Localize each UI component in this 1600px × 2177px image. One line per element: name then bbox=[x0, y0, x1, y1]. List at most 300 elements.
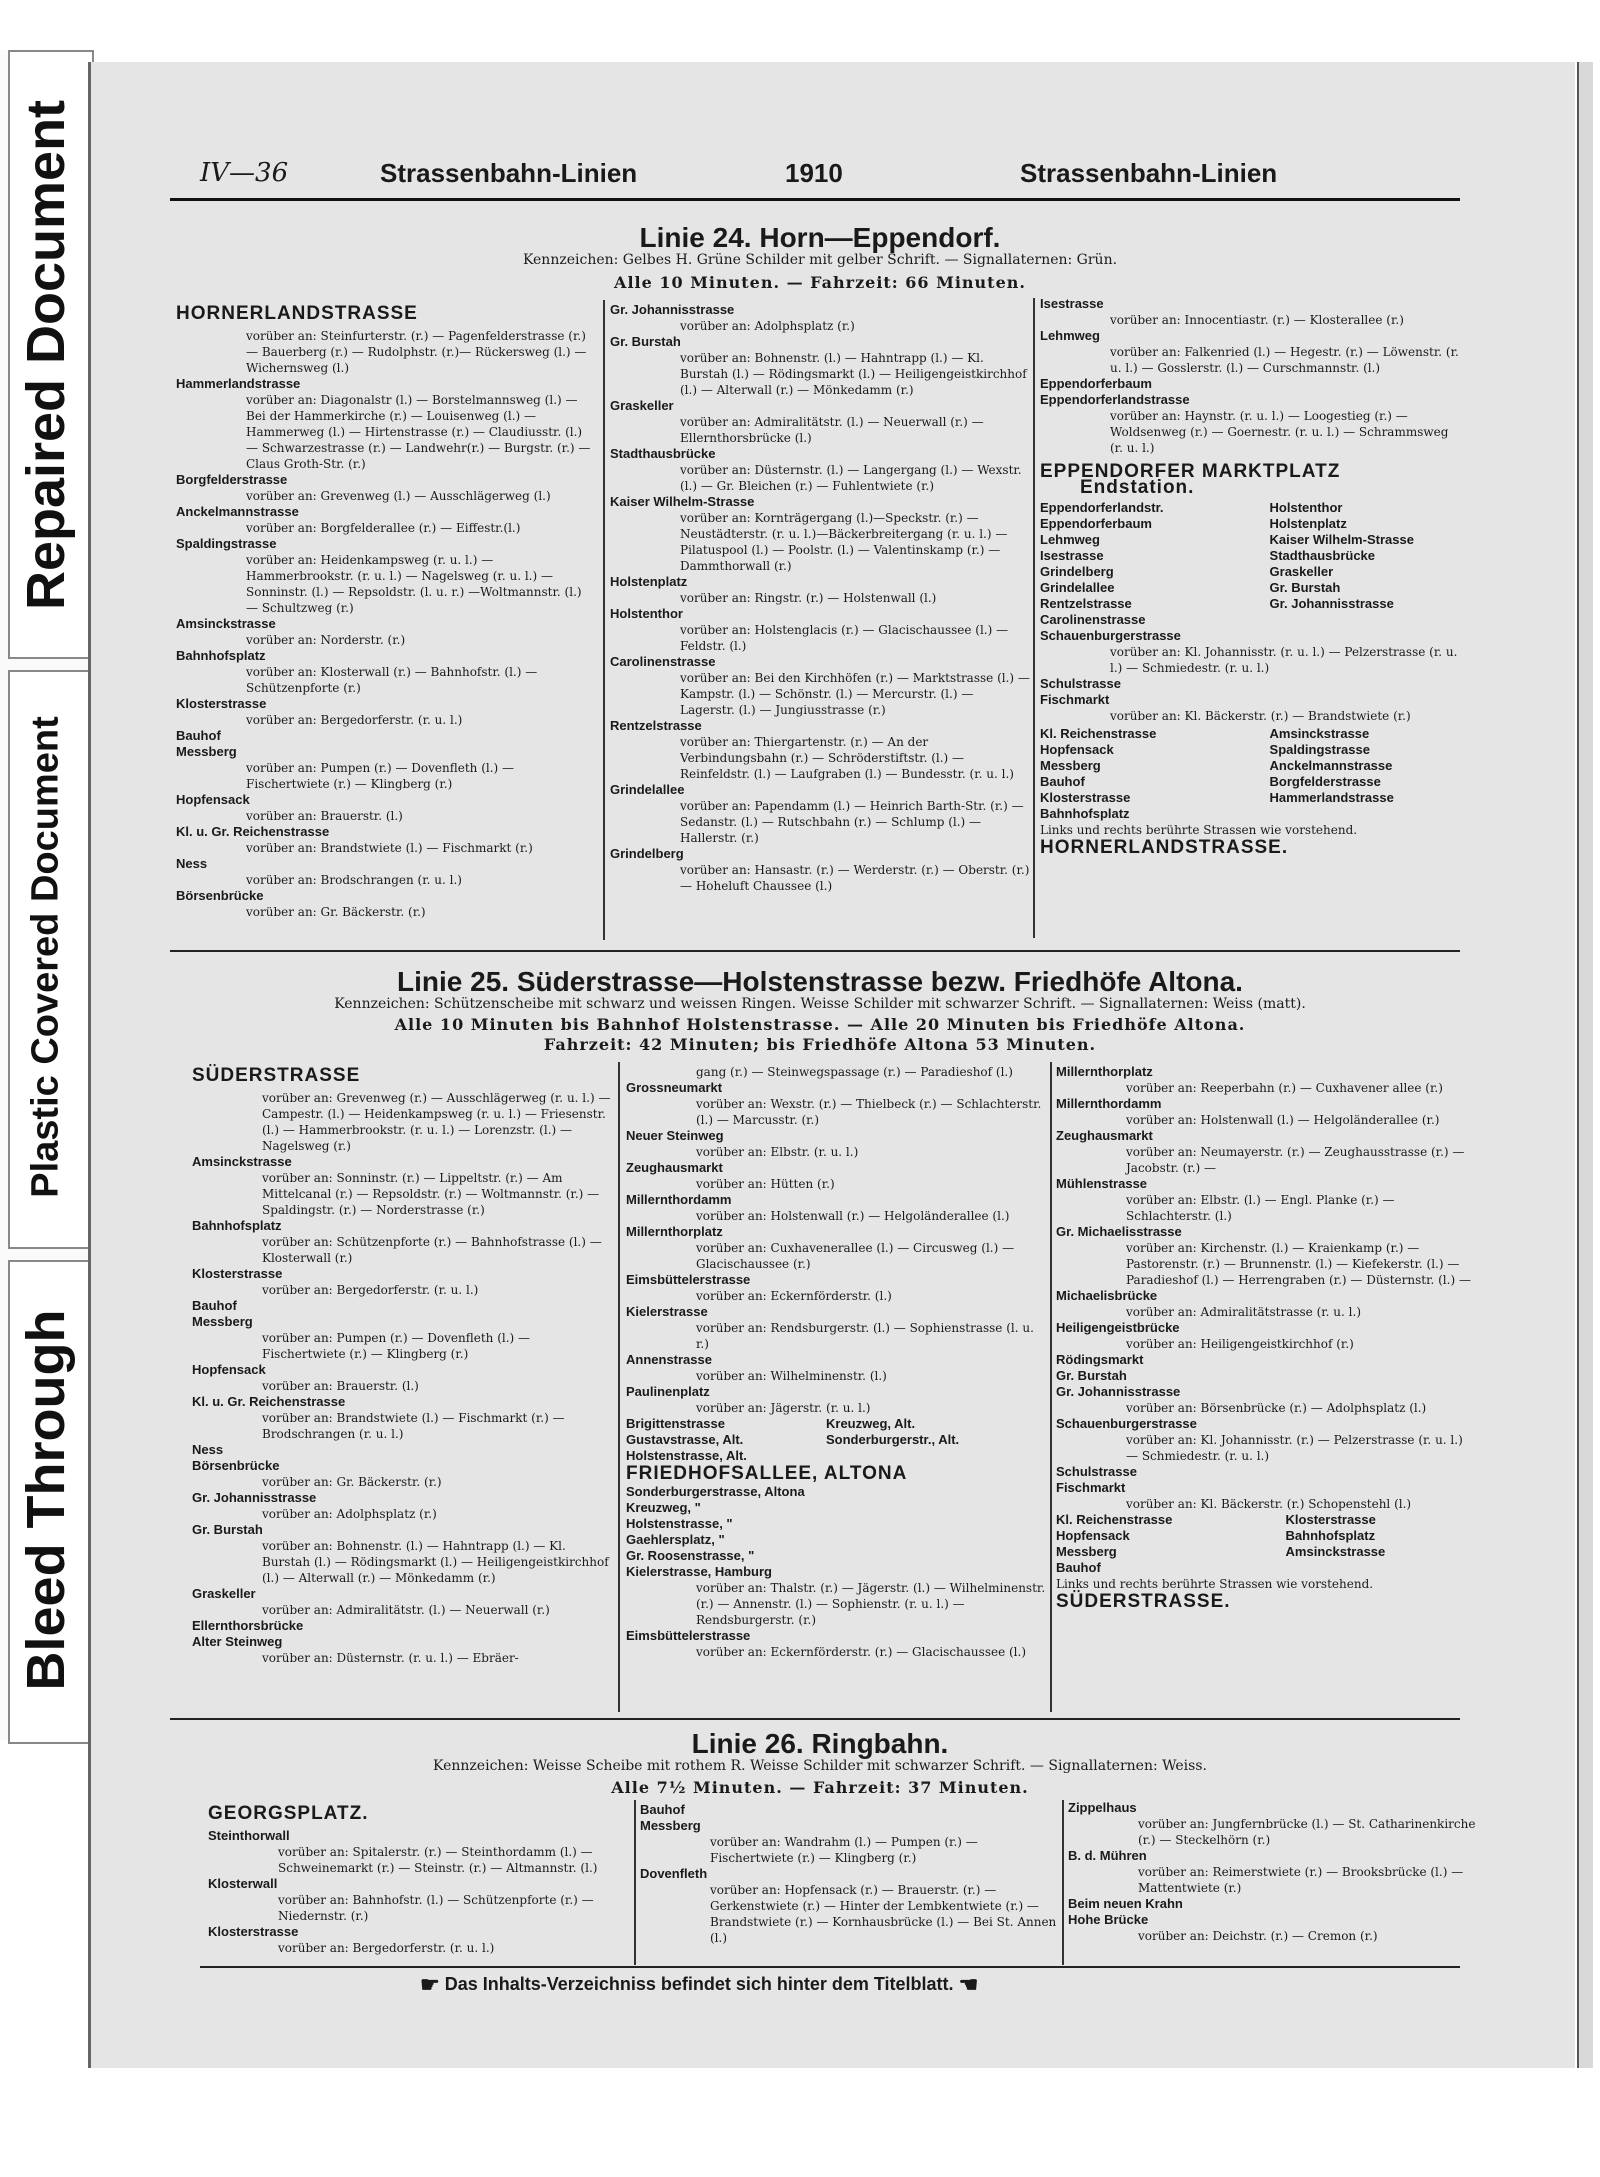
stop-name: Neuer Steinweg bbox=[626, 1128, 724, 1143]
stop-name: Zippelhaus bbox=[1068, 1800, 1137, 1815]
stop-entry bbox=[192, 1362, 612, 1394]
stop-via-streets: vorüber an: Schützenpforte (r.) — Bahnhofstrasse (l.) — Klosterwall (r.) bbox=[262, 1235, 602, 1265]
stop-via-streets: vorüber an: Falkenried (l.) — Hegestr. (r.) — Löwenstr. (r. u. l.) — Gosslerstr. (l.) — Curschmannstr. (l.) bbox=[1110, 345, 1459, 375]
stop-via-streets: vorüber an: Hopfensack (r.) — Brauerstr. (r.) — Gerkenstwiete (r.) — Hinter der Lembkentwiete (r.) — Brandstwiete (r.) — Kornhausbrücke (l.) — Bei St. Annen (l.) bbox=[710, 1883, 1057, 1945]
linie25-return-grid bbox=[1056, 1512, 1476, 1576]
stop-entry bbox=[176, 472, 596, 504]
linie24-final: HORNERLANDSTRASSE. bbox=[1040, 837, 1289, 858]
overlay-sidebar bbox=[0, 50, 92, 1740]
stop-name: Holstenstrasse, " bbox=[626, 1516, 733, 1531]
linie25-col2-list bbox=[626, 1064, 1046, 1416]
stop-entry bbox=[1056, 1384, 1476, 1416]
header-year: 1910 bbox=[785, 158, 843, 188]
linie25-note: Links und rechts berührte Strassen wie vorstehend. bbox=[1056, 1577, 1374, 1591]
stop-entry bbox=[1040, 296, 1460, 328]
stop-via-streets: vorüber an: Thiergartenstr. (r.) — An der Verbindungsbahn (r.) — Schröderstiftstr. (l.) — Reinfeldstr. (l.) — Laufgraben (l.) — Bundesstr. (r. u. l.) bbox=[680, 735, 1014, 781]
linie25-col2-end bbox=[626, 1564, 1046, 1660]
stop-pair-row bbox=[626, 1416, 1046, 1432]
stop-via-streets: vorüber an: Düsternstr. (l.) — Langergang (l.) — Wexstr. (l.) — Gr. Bleichen (r.) — Fuhlentwiete (r.) bbox=[680, 463, 1022, 493]
stop-entry bbox=[626, 1628, 1046, 1660]
stop-entry bbox=[626, 1384, 1046, 1416]
linie26-col2 bbox=[640, 1802, 1060, 1946]
stop-name: Michaelisbrücke bbox=[1056, 1288, 1158, 1303]
linie24-return2-left bbox=[1040, 726, 1250, 822]
stop-name: Gr. Burstah bbox=[1056, 1368, 1127, 1383]
stop-entry bbox=[1056, 1320, 1476, 1352]
column-divider bbox=[618, 1062, 620, 1712]
linie24-start: HORNERLANDSTRASSE bbox=[176, 303, 418, 324]
stop-name: Bahnhofsplatz bbox=[1040, 806, 1130, 821]
label-bleed: Bleed Through bbox=[16, 1309, 76, 1691]
stop-via-streets: vorüber an: Neumayerstr. (r.) — Zeughausstrasse (r.) — Jacobstr. (r.) — bbox=[1126, 1145, 1465, 1175]
stop-via-streets: vorüber an: Sonninstr. (r.) — Lippeltstr. (r.) — Am Mittelcanal (r.) — Repsoldstr. (r.) — Woltmannstr. (r.) — Spaldingstr. (r.) — Norderstrasse (r.) bbox=[262, 1171, 600, 1217]
linie24-return-grid bbox=[1040, 500, 1460, 628]
linie26-takt: Alle 7½ Minuten. — Fahrzeit: 37 Minuten. bbox=[611, 1778, 1029, 1797]
stop-via-streets: vorüber an: Diagonalstr (l.) — Borstelmannsweg (l.) — Bei der Hammerkirche (r.) — Louisenweg (l.) — Hammerweg (l.) — Hirtenstrasse (r.) — Claudiusstr. (l.) — Schwarzestrasse (r.) — Landwehr(r.) — Burgstr. (r.) — Claus Groth-Str. (r.) bbox=[246, 393, 591, 471]
stop-name: Klosterstrasse bbox=[208, 1924, 299, 1939]
stop-entry bbox=[626, 1352, 1046, 1384]
stop-entry bbox=[640, 1866, 1060, 1946]
stop-via-streets: vorüber an: Bergedorferstr. (r. u. l.) bbox=[278, 1941, 495, 1955]
stop-via-streets: vorüber an: Gr. Bäckerstr. (r.) bbox=[262, 1475, 442, 1489]
stop-via-streets: vorüber an: Ringstr. (r.) — Holstenwall (l.) bbox=[680, 591, 937, 605]
stop-name: Schulstrasse bbox=[1040, 676, 1121, 691]
stop-entry bbox=[176, 792, 596, 824]
linie24-col3-list bbox=[1040, 296, 1460, 456]
stop-name: Borgfelderstrasse bbox=[176, 472, 288, 487]
linie24-return-grid2 bbox=[1040, 726, 1460, 822]
page-number: IV—36 bbox=[200, 158, 289, 188]
linie24-kennzeichen: Kennzeichen: Gelbes H. Grüne Schilder mit gelber Schrift. — Signallaternen: Grün. bbox=[522, 252, 1118, 268]
stop-name: Schauenburgerstrasse bbox=[1040, 628, 1181, 643]
stop-name: Schulstrasse bbox=[1056, 1464, 1137, 1479]
stop-name: Klosterstrasse bbox=[192, 1266, 283, 1281]
stop-name: Bauhof bbox=[640, 1802, 685, 1817]
stop-name: Eimsbüttelerstrasse bbox=[626, 1272, 751, 1287]
stop-via-streets: vorüber an: Bohnenstr. (l.) — Hahntrapp (l.) — Kl. Burstah (l.) — Rödingsmarkt (l.) — Heiligengeistkirchhof (l.) — Alterwall (r.) — Mönkedamm (r.) bbox=[262, 1539, 609, 1585]
stop-entry bbox=[610, 574, 1030, 606]
stop-name: Spaldingstrasse bbox=[1269, 742, 1370, 757]
stop-via-streets: vorüber an: Admiralitätstr. (l.) — Neuerwall (r.) — Ellernthorsbrücke (l.) bbox=[680, 415, 984, 445]
stop-via-streets: gang (r.) — Steinwegspassage (r.) — Paradieshof (l.) bbox=[696, 1065, 1013, 1079]
stop-name: Bahnhofsplatz bbox=[176, 648, 266, 663]
stop-name: Stadthausbrücke bbox=[1269, 548, 1376, 563]
stop-name: Messberg bbox=[176, 744, 237, 759]
stop-entry bbox=[192, 1522, 612, 1586]
stop-via-streets: vorüber an: Wandrahm (l.) — Pumpen (r.) — Fischertwiete (r.) — Klingberg (r.) bbox=[710, 1835, 978, 1865]
stop-entry bbox=[192, 1394, 612, 1442]
stop-name: Kl. u. Gr. Reichenstrasse bbox=[176, 824, 330, 839]
stop-name: Grindelallee bbox=[610, 782, 685, 797]
stop-entry bbox=[1040, 376, 1460, 392]
stop-name: Graskeller bbox=[1269, 564, 1334, 579]
linie25-pairs bbox=[626, 1416, 1046, 1464]
linie24-col2-list bbox=[610, 302, 1030, 894]
stop-via-streets: vorüber an: Steinfurterstr. (r.) — Pagenfelderstrasse (r.) — Bauerberg (r.) — Rudolphstr. (r.)— Rückersweg (l.) — Wichernsweg (l.) bbox=[246, 329, 587, 375]
stop-name: Kaiser Wilhelm-Strasse bbox=[610, 494, 755, 509]
stop-entry bbox=[1040, 676, 1460, 692]
stop-via-streets: vorüber an: Haynstr. (r. u. l.) — Loogestieg (r.) — Woldsenweg (r.) — Goernestr. (r. u. l.) — Schrammsweg (r. u. l.) bbox=[1110, 409, 1449, 455]
header-right-title: Strassenbahn-Linien bbox=[1020, 158, 1278, 188]
stop-name: Schauenburgerstrasse bbox=[1056, 1416, 1197, 1431]
stop-entry bbox=[1040, 692, 1460, 724]
stop-via-streets: vorüber an: Bahnhofstr. (l.) — Schützenpforte (r.) — Niedernstr. (r.) bbox=[278, 1893, 594, 1923]
stop-name: Carolinenstrasse bbox=[1040, 612, 1146, 627]
stop-name: Spaldingstrasse bbox=[176, 536, 277, 551]
stop-entry bbox=[610, 782, 1030, 846]
stop-name: Grossneumarkt bbox=[626, 1080, 723, 1095]
stop-name: Kl. u. Gr. Reichenstrasse bbox=[192, 1394, 346, 1409]
stop-name: Millernthordamm bbox=[626, 1192, 732, 1207]
stop-entry bbox=[1040, 628, 1460, 676]
linie24-endstation: Endstation. bbox=[1080, 477, 1195, 498]
section-rule bbox=[200, 1966, 1460, 1968]
stop-via-streets: vorüber an: Papendamm (l.) — Heinrich Barth-Str. (r.) — Sedanstr. (l.) — Rutschbahn (r.) — Schlump (l.) — Hallerstr. (r.) bbox=[680, 799, 1024, 845]
stop-name: Anckelmannstrasse bbox=[176, 504, 299, 519]
stop-name: Amsinckstrasse bbox=[192, 1154, 292, 1169]
stop-via-streets: vorüber an: Gr. Bäckerstr. (r.) bbox=[246, 905, 426, 919]
stop-entry bbox=[192, 1090, 612, 1154]
stop-entry bbox=[192, 1298, 612, 1314]
stop-entry bbox=[1056, 1096, 1476, 1128]
stop-name: Isestrasse bbox=[1040, 296, 1104, 311]
stop-name: Ness bbox=[192, 1442, 224, 1457]
stop-name: Bahnhofsplatz bbox=[1285, 1528, 1376, 1543]
stop-via-streets: vorüber an: Adolphsplatz (r.) bbox=[262, 1507, 437, 1521]
stop-name bbox=[826, 1448, 1026, 1464]
stop-via-streets: vorüber an: Brauerstr. (l.) bbox=[246, 809, 403, 823]
stop-entry bbox=[1056, 1416, 1476, 1464]
stop-name: Hopfensack bbox=[1040, 742, 1114, 757]
column-divider bbox=[1062, 1800, 1064, 1965]
stop-via-streets: vorüber an: Bergedorferstr. (r. u. l.) bbox=[246, 713, 463, 727]
stop-via-streets: vorüber an: Kl. Johannisstr. (r. u. l.) — Pelzerstrasse (r. u. l.) — Schmiedestr. (r. u. l.) bbox=[1110, 645, 1458, 675]
stop-entry bbox=[1068, 1848, 1478, 1896]
stop-name: Zeughausmarkt bbox=[1056, 1128, 1153, 1143]
stop-name: Grindelallee bbox=[1040, 580, 1115, 595]
stop-name: Gr. Johannisstrasse bbox=[1056, 1384, 1181, 1399]
column-divider bbox=[1050, 1062, 1052, 1712]
stop-name: Hammerlandstrasse bbox=[1269, 790, 1394, 805]
stop-name: Messberg bbox=[192, 1314, 253, 1329]
stop-name: Zeughausmarkt bbox=[626, 1160, 723, 1175]
stop-via-streets: vorüber an: Admiralitätstr. (l.) — Neuerwall (r.) bbox=[262, 1603, 550, 1617]
stop-via-streets: vorüber an: Kornträgergang (l.)—Speckstr. (r.) —Neustädterstr. (r. u. l.)—Bäckerbreitergang (r. u. l.) — Pilatuspool (l.) — Poolstr. (l.) — Valentinskamp (r.) — Dammthorwall (r.) bbox=[680, 511, 1008, 573]
stop-entry bbox=[1056, 1352, 1476, 1368]
stop-name: Börsenbrücke bbox=[192, 1458, 280, 1473]
linie24-end: EPPENDORFER MARKTPLATZ bbox=[1040, 461, 1341, 482]
stop-entry bbox=[176, 616, 596, 648]
stop-entry bbox=[640, 1802, 1060, 1818]
stop-via-streets: vorüber an: Elbstr. (l.) — Engl. Planke (r.) — Schlachterstr. (l.) bbox=[1126, 1193, 1395, 1223]
linie25-kennzeichen: Kennzeichen: Schützenscheibe mit schwarz und weissen Ringen. Weisse Schilder mit schwarzer Schrift. — Signallaternen: Weiss (matt). bbox=[334, 996, 1306, 1012]
linie24-note: Links und rechts berührte Strassen wie vorstehend. bbox=[1040, 823, 1358, 837]
stop-name: Bauhof bbox=[1040, 774, 1085, 789]
linie24-col1-list bbox=[176, 328, 596, 920]
stop-entry bbox=[610, 606, 1030, 654]
label-repaired: Repaired Document bbox=[16, 99, 76, 611]
stop-via-streets: vorüber an: Hansastr. (r.) — Werderstr. (r.) — Oberstr. (r.) — Hoheluft Chaussee (l.) bbox=[680, 863, 1030, 893]
stop-name: Kreuzweg, " bbox=[626, 1500, 701, 1515]
stop-entry bbox=[208, 1876, 628, 1924]
stop-entry bbox=[192, 1586, 612, 1618]
stop-entry bbox=[176, 856, 596, 888]
stop-entry bbox=[626, 1272, 1046, 1304]
stop-entry bbox=[610, 654, 1030, 718]
section-rule bbox=[170, 1718, 1460, 1720]
stop-name: Annenstrasse bbox=[626, 1352, 712, 1367]
stop-entry bbox=[1040, 392, 1460, 456]
stop-entry bbox=[176, 744, 596, 792]
stop-entry bbox=[192, 1154, 612, 1218]
stop-entry bbox=[176, 536, 596, 616]
stop-entry bbox=[176, 696, 596, 728]
stop-via-streets: vorüber an: Grevenweg (l.) — Ausschlägerweg (l.) bbox=[246, 489, 551, 503]
stop-name: Kielerstrasse, Hamburg bbox=[626, 1564, 772, 1579]
stop-entry bbox=[610, 446, 1030, 494]
stop-name: Lehmweg bbox=[1040, 532, 1100, 547]
stop-pair-row bbox=[626, 1448, 1046, 1464]
stop-name: Rödingsmarkt bbox=[1056, 1352, 1144, 1367]
stop-via-streets: vorüber an: Jungfernbrücke (l.) — St. Catharinenkirche (r.) — Steckelhörn (r.) bbox=[1138, 1817, 1476, 1847]
stop-entry bbox=[610, 302, 1030, 334]
stop-via-streets: vorüber an: Spitalerstr. (r.) — Steinthordamm (l.) — Schweinemarkt (r.) — Steinstr. (r.) — Altmannstr. (l.) bbox=[278, 1845, 598, 1875]
stop-name: Messberg bbox=[640, 1818, 701, 1833]
stop-via-streets: vorüber an: Jägerstr. (r. u. l.) bbox=[696, 1401, 871, 1415]
stop-name: Lehmweg bbox=[1040, 328, 1100, 343]
stop-entry bbox=[192, 1218, 612, 1266]
stop-entry bbox=[176, 504, 596, 536]
linie25-friedhof: FRIEDHOFSALLEE, ALTONA bbox=[626, 1463, 908, 1484]
stop-entry bbox=[1068, 1896, 1478, 1912]
stop-entry bbox=[192, 1634, 612, 1666]
stop-entry bbox=[192, 1618, 612, 1634]
stop-entry bbox=[176, 648, 596, 696]
stop-entry bbox=[626, 1128, 1046, 1160]
linie26-col1 bbox=[208, 1800, 628, 1956]
stop-entry bbox=[176, 824, 596, 856]
stop-name: Rentzelstrasse bbox=[610, 718, 702, 733]
stop-name: Hohe Brücke bbox=[1068, 1912, 1149, 1927]
stop-via-streets: vorüber an: Pumpen (r.) — Dovenfleth (l.) — Fischertwiete (r.) — Klingberg (r.) bbox=[262, 1331, 531, 1361]
stop-via-streets: vorüber an: Rendsburgerstr. (l.) — Sophienstrasse (l. u. r.) bbox=[696, 1321, 1034, 1351]
stop-entry bbox=[1040, 328, 1460, 376]
linie25-col1 bbox=[192, 1062, 612, 1666]
stop-via-streets: vorüber an: Brandstwiete (l.) — Fischmarkt (r.) bbox=[246, 841, 533, 855]
linie24-col1 bbox=[176, 300, 596, 920]
stop-name: Millernthorplatz bbox=[1056, 1064, 1153, 1079]
stop-name: Amsinckstrasse bbox=[176, 616, 276, 631]
stop-name: Hopfensack bbox=[176, 792, 250, 807]
stop-name: Ness bbox=[176, 856, 208, 871]
header-left-title: Strassenbahn-Linien bbox=[380, 158, 638, 188]
stop-entry bbox=[176, 328, 596, 376]
stop-via-streets: vorüber an: Innocentiastr. (r.) — Klosterallee (r.) bbox=[1110, 313, 1404, 327]
stop-name: Kielerstrasse bbox=[626, 1304, 708, 1319]
footer-note bbox=[420, 1972, 978, 1998]
stop-via-streets: vorüber an: Kirchenstr. (l.) — Kraienkamp (r.) — Pastorenstr. (r.) — Brunnenstr. (l.) — Kiefekerstr. (l.) — Paradieshof (l.) — Herrengraben (r.) — Düsternstr. (l.) — bbox=[1126, 1241, 1471, 1287]
linie24-return-right bbox=[1270, 500, 1460, 628]
linie25-takt2: Fahrzeit: 42 Minuten; bis Friedhöfe Altona 53 Minuten. bbox=[543, 1035, 1097, 1054]
stop-via-streets: vorüber an: Eckernförderstr. (r.) — Glacischaussee (l.) bbox=[696, 1645, 1027, 1659]
stop-via-streets: vorüber an: Wexstr. (r.) — Thielbeck (r.) — Schlachterstr. (l.) — Marcusstr. (r.) bbox=[696, 1097, 1042, 1127]
stop-name: Kl. Reichenstrasse bbox=[1040, 726, 1157, 741]
stop-via-streets: vorüber an: Reeperbahn (r.) — Cuxhavener allee (r.) bbox=[1126, 1081, 1443, 1095]
linie24-return-left bbox=[1040, 500, 1250, 628]
stop-entry bbox=[610, 334, 1030, 398]
stop-name: Kaiser Wilhelm-Strasse bbox=[1269, 532, 1414, 547]
stop-entry bbox=[626, 1160, 1046, 1192]
linie26-col1-list bbox=[208, 1828, 628, 1956]
stop-name: Graskeller bbox=[192, 1586, 256, 1601]
stop-name: Klosterwall bbox=[208, 1876, 278, 1891]
linie25-col3 bbox=[1056, 1064, 1476, 1612]
stop-entry bbox=[610, 398, 1030, 446]
stop-via-streets: vorüber an: Kl. Bäckerstr. (r.) — Brandstwiete (r.) bbox=[1110, 709, 1411, 723]
linie25-return-left bbox=[1056, 1512, 1266, 1576]
stop-via-streets: vorüber an: Deichstr. (r.) — Cremon (r.) bbox=[1138, 1929, 1378, 1943]
stop-via-streets: vorüber an: Grevenweg (r.) — Ausschlägerweg (r. u. l.) — Campestr. (l.) — Heidenkampsweg (r. u. l.) — Friesenstr. (l.) — Hammerbrookstr. (r. u. l.) — Lorenzstr. (l.) — Nagelsweg (r.) bbox=[262, 1091, 611, 1153]
linie26-col3-list bbox=[1068, 1800, 1478, 1944]
stop-via-streets: vorüber an: Eckernförderstr. (l.) bbox=[696, 1289, 892, 1303]
stop-name: Holstenstrasse, Alt. bbox=[626, 1448, 747, 1463]
linie25-return-right bbox=[1286, 1512, 1476, 1576]
page-header bbox=[170, 158, 1460, 201]
stop-entry bbox=[610, 846, 1030, 894]
stop-name: Gr. Johannisstrasse bbox=[1269, 596, 1394, 611]
stop-via-streets: vorüber an: Holstenwall (r.) — Helgoländerallee (l.) bbox=[696, 1209, 1010, 1223]
stop-entry bbox=[192, 1314, 612, 1362]
stop-name: Bahnhofsplatz bbox=[192, 1218, 282, 1233]
stop-entry bbox=[176, 888, 596, 920]
stop-name: Bauhof bbox=[1056, 1560, 1101, 1575]
stop-name: B. d. Mühren bbox=[1068, 1848, 1147, 1863]
stop-name: Hammerlandstrasse bbox=[176, 376, 301, 391]
linie25-final: SÜDERSTRASSE. bbox=[1056, 1591, 1231, 1612]
stop-via-streets: vorüber an: Wilhelminenstr. (l.) bbox=[696, 1369, 887, 1383]
stop-entry bbox=[208, 1924, 628, 1956]
stop-name: Eppendorferbaum bbox=[1040, 516, 1152, 531]
stop-name: Stadthausbrücke bbox=[610, 446, 716, 461]
stop-name: Carolinenstrasse bbox=[610, 654, 716, 669]
stop-entry bbox=[626, 1564, 1046, 1628]
stop-entry bbox=[1068, 1912, 1478, 1944]
stop-via-streets: vorüber an: Kl. Bäckerstr. (r.) Schopenstehl (l.) bbox=[1126, 1497, 1412, 1511]
column-divider bbox=[603, 300, 605, 940]
stop-via-streets: vorüber an: Borgfelderallee (r.) — Eiffestr.(l.) bbox=[246, 521, 521, 535]
stop-entry bbox=[1056, 1480, 1476, 1512]
stop-name: Paulinenplatz bbox=[626, 1384, 710, 1399]
linie24-col3 bbox=[1040, 296, 1460, 858]
stop-name: Bauhof bbox=[192, 1298, 237, 1313]
stop-via-streets: vorüber an: Holstenwall (l.) — Helgoländerallee (r.) bbox=[1126, 1113, 1440, 1127]
stop-name: Gr. Burstah bbox=[192, 1522, 263, 1537]
stop-name: Rentzelstrasse bbox=[1040, 596, 1132, 611]
stop-name: Holstenthor bbox=[1269, 500, 1343, 515]
stop-name: Millernthordamm bbox=[1056, 1096, 1162, 1111]
stop-name: Holstenplatz bbox=[1269, 516, 1347, 531]
stop-name: Dovenfleth bbox=[640, 1866, 708, 1881]
stop-name: Eppendorferlandstr. bbox=[1040, 500, 1164, 515]
stop-via-streets: vorüber an: Pumpen (r.) — Dovenfleth (l.) — Fischertwiete (r.) — Klingberg (r.) bbox=[246, 761, 515, 791]
linie25-col2 bbox=[626, 1064, 1046, 1660]
label-plastic: Plastic Covered Document bbox=[24, 716, 67, 1198]
stop-name: Hopfensack bbox=[1056, 1528, 1130, 1543]
stop-entry bbox=[1056, 1224, 1476, 1288]
pointing-hand-icon: ☚ bbox=[958, 1972, 979, 1997]
stop-name: Gr. Johannisstrasse bbox=[192, 1490, 317, 1505]
linie25-title: Linie 25. Süderstrasse—Holstenstrasse bezw. Friedhöfe Altona. bbox=[397, 966, 1243, 997]
stop-name: Grindelberg bbox=[1040, 564, 1114, 579]
stop-entry bbox=[1056, 1368, 1476, 1384]
stop-name: Amsinckstrasse bbox=[1285, 1544, 1386, 1559]
stop-entry bbox=[610, 718, 1030, 782]
footer-text: Das Inhalts-Verzeichniss befindet sich hinter dem Titelblatt. bbox=[444, 1973, 954, 1994]
stop-name: Sonderburgerstr., Alt. bbox=[826, 1432, 960, 1447]
stop-name: Amsinckstrasse bbox=[1269, 726, 1370, 741]
stop-entry bbox=[192, 1490, 612, 1522]
pointing-hand-icon: ☛ bbox=[420, 1972, 440, 1997]
stop-via-streets: vorüber an: Klosterwall (r.) — Bahnhofstr. (l.) — Schützenpforte (r.) bbox=[246, 665, 538, 695]
linie25-col1-list bbox=[192, 1090, 612, 1666]
stop-entry bbox=[1056, 1288, 1476, 1320]
stop-entry bbox=[192, 1458, 612, 1490]
stop-name: Borgfelderstrasse bbox=[1269, 774, 1381, 789]
stop-entry bbox=[1056, 1064, 1476, 1096]
stop-name: Eppendorferlandstrasse bbox=[1040, 392, 1190, 407]
linie26-start: GEORGSPLATZ. bbox=[208, 1803, 369, 1824]
stop-name: Gr. Burstah bbox=[1269, 580, 1341, 595]
stop-name: Steinthorwall bbox=[208, 1828, 290, 1843]
linie25-start: SÜDERSTRASSE bbox=[192, 1065, 361, 1086]
linie26-col3 bbox=[1068, 1800, 1478, 1944]
stop-pair-row bbox=[626, 1432, 1046, 1448]
stop-via-streets: vorüber an: Heiligengeistkirchhof (r.) bbox=[1126, 1337, 1354, 1351]
linie26-col2-list bbox=[640, 1802, 1060, 1946]
stop-entry bbox=[1056, 1128, 1476, 1176]
stop-name: Alter Steinweg bbox=[192, 1634, 283, 1649]
column-divider bbox=[1033, 298, 1035, 938]
stop-name: Bauhof bbox=[176, 728, 221, 743]
stop-via-streets: vorüber an: Brodschrangen (r. u. l.) bbox=[246, 873, 462, 887]
linie25-friedhof-list bbox=[626, 1484, 1046, 1564]
stop-entry bbox=[640, 1818, 1060, 1866]
stop-name: Eppendorferbaum bbox=[1040, 376, 1152, 391]
column-divider bbox=[634, 1800, 636, 1965]
stop-via-streets: vorüber an: Hütten (r.) bbox=[696, 1177, 835, 1191]
section-rule bbox=[170, 950, 1460, 952]
stop-name: Graskeller bbox=[610, 398, 674, 413]
stop-via-streets: vorüber an: Thalstr. (r.) — Jägerstr. (l.) — Wilhelminenstr. (r.) — Annenstr. (l.) — Sophienstr. (r. u. l.) — Rendsburgerstr. (r.) bbox=[696, 1581, 1046, 1627]
linie25-col3-list bbox=[1056, 1064, 1476, 1512]
stop-name: Klosterstrasse bbox=[1040, 790, 1131, 805]
stop-name: Holstenplatz bbox=[610, 574, 688, 589]
stop-via-streets: vorüber an: Bergedorferstr. (r. u. l.) bbox=[262, 1283, 479, 1297]
stop-name: Holstenthor bbox=[610, 606, 683, 621]
stop-via-streets: vorüber an: Düsternstr. (r. u. l.) — Ebräer- bbox=[262, 1651, 519, 1665]
stop-entry bbox=[192, 1266, 612, 1298]
stop-name: Klosterstrasse bbox=[176, 696, 267, 711]
linie26-title: Linie 26. Ringbahn. bbox=[691, 1728, 949, 1759]
stop-name: Gustavstrasse, Alt. bbox=[626, 1432, 744, 1447]
stop-name: Gaehlersplatz, " bbox=[626, 1532, 725, 1547]
stop-entry bbox=[1056, 1176, 1476, 1224]
stop-name: Klosterstrasse bbox=[1285, 1512, 1376, 1527]
stop-entry bbox=[192, 1442, 612, 1458]
stop-via-streets: vorüber an: Holstenglacis (r.) — Glacischaussee (l.) — Feldstr. (l.) bbox=[680, 623, 1009, 653]
stop-entry bbox=[626, 1080, 1046, 1128]
stop-via-streets: vorüber an: Admiralitätstrasse (r. u. l.) bbox=[1126, 1305, 1361, 1319]
